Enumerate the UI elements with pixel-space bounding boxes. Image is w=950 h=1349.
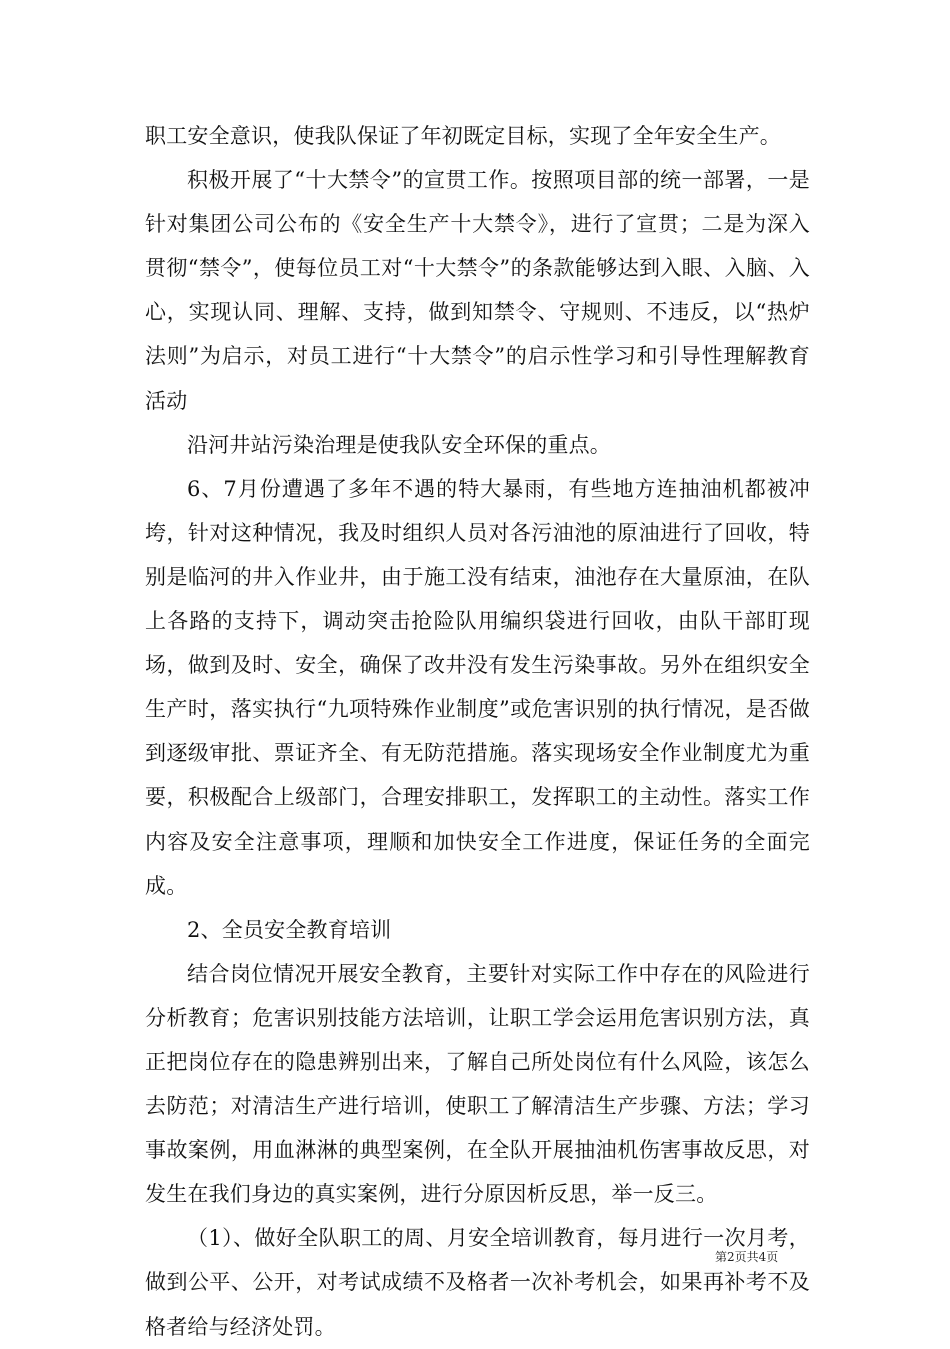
document-body bbox=[145, 114, 810, 1349]
paragraph-2: 积极开展了“十大禁令”的宣贯工作。按照项目部的统一部署，一是针对集团公司公布的《安全生产十大禁令》，进行了宣贯；二是为深入贯彻“禁令”，使每位员工对“十大禁令”的条款能够达到入眼、入脑、入心，实现认同、理解、支持，做到知禁令、守规则、不违反，以“热炉法则”为启示，对员工进行“十大禁令”的启示性学习和引导性理解教育活动 bbox=[145, 168, 810, 413]
paragraph-4: 6、7月份遭遇了多年不遇的特大暴雨，有些地方连抽油机都被冲垮，针对这种情况，我及时组织人员对各污油池的原油进行了回收，特别是临河的井入作业井，由于施工没有结束，油池存在大量原油，在队上各路的支持下，调动突击抢险队用编织袋进行回收，由队干部盯现场，做到及时、安全，确保了改井没有发生污染事故。另外在组织安全生产时，落实执行“九项特殊作业制度”或危害识别的执行情况，是否做到逐级审批、票证齐全、有无防范措施。落实现场安全作业制度尤为重要，积极配合上级部门，合理安排职工，发挥职工的主动性。落实工作内容及安全注意事项，理顺和加快安全工作进度，保证任务的全面完成。 bbox=[145, 476, 810, 898]
paragraph-6: （1）、做好全队职工的周、月安全培训教育，每月进行一次月考，做到公平、公开，对考试成绩不及格者一次补考机会，如果再补考不及格者给与经济处罚。 bbox=[145, 1226, 810, 1339]
paragraph-3: 沿河井站污染治理是使我队安全环保的重点。 bbox=[187, 432, 611, 457]
paragraph-1: 职工安全意识，使我队保证了年初既定目标，实现了全年安全生产。 bbox=[145, 124, 781, 148]
paragraph-5: 结合岗位情况开展安全教育，主要针对实际工作中存在的风险进行分析教育；危害识别技能方法培训，让职工学会运用危害识别方法，真正把岗位存在的隐患辨别出来，了解自己所处岗位有什么风险，该怎么去防范；对清洁生产进行培训，使职工了解清洁生产步骤、方法；学习事故案例，用血淋淋的典型案例，在全队开展抽油机伤害事故反思，对发生在我们身边的真实案例，进行分原因析反思，举一反三。 bbox=[145, 961, 810, 1207]
section-heading: 2、全员安全教育培训 bbox=[187, 917, 392, 942]
page-number-footer: 第2页共4页 bbox=[715, 1250, 779, 1264]
